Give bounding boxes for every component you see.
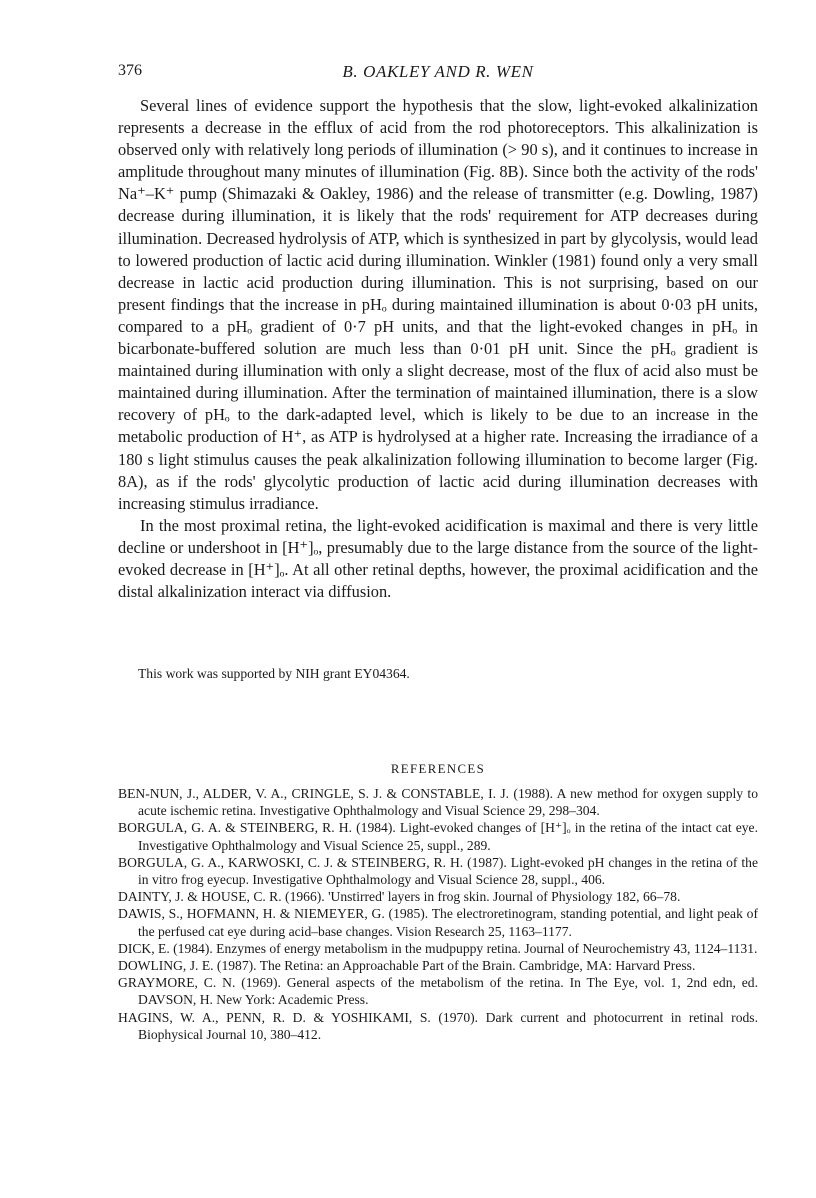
page-header bbox=[118, 62, 758, 86]
reference-item: HAGINS, W. A., PENN, R. D. & YOSHIKAMI, S. (1970). Dark current and photocurrent in retinal rods. Biophysical Journal 10, 380–412. bbox=[118, 1009, 758, 1042]
acknowledgement: This work was supported by NIH grant EY04364. bbox=[138, 666, 410, 681]
paragraph: In the most proximal retina, the light-evoked acidification is maximal and there is very little decline or undershoot in [H⁺]ₒ, presumably due to the large distance from the source of the light-evoked decrease in [H⁺]ₒ. At all other retinal depths, however, the proximal acidification and the distal alkalinization interact via diffusion. bbox=[118, 515, 758, 602]
reference-item: DAWIS, S., HOFMANN, H. & NIEMEYER, G. (1985). The electroretinogram, standing potential, and light peak of the perfused cat eye during acid–base changes. Vision Research 25, 1163–1177. bbox=[118, 906, 758, 939]
reference-item: DOWLING, J. E. (1987). The Retina: an Approachable Part of the Brain. Cambridge, MA: Harvard Press. bbox=[118, 958, 696, 974]
reference-item: GRAYMORE, C. N. (1969). General aspects of the metabolism of the retina. In The Eye, vol. 1, 2nd edn, ed. DAVSON, H. New York: Academic Press. bbox=[118, 975, 758, 1008]
reference-item: BORGULA, G. A. & STEINBERG, R. H. (1984). Light-evoked changes of [H⁺]ₒ in the retina of the intact cat eye. Investigative Ophthalmology and Visual Science 25, suppl., 289. bbox=[118, 820, 758, 853]
reference-item: BORGULA, G. A., KARWOSKI, C. J. & STEINBERG, R. H. (1987). Light-evoked pH changes in the retina of the in vitro frog eyecup. Investigative Ophthalmology and Visual Science 28, suppl., 406. bbox=[118, 854, 758, 888]
reference-item: DICK, E. (1984). Enzymes of energy metabolism in the mudpuppy retina. Journal of Neurochemistry 43, 1124–1131. bbox=[118, 940, 758, 956]
page-number: 376 bbox=[118, 62, 142, 79]
running-head: B. OAKLEY AND R. WEN bbox=[342, 62, 534, 81]
references-heading: REFERENCES bbox=[390, 762, 486, 776]
reference-item: DAINTY, J. & HOUSE, C. R. (1966). 'Unstirred' layers in frog skin. Journal of Physiology 182, 66–78. bbox=[118, 889, 681, 905]
reference-list bbox=[118, 785, 758, 1043]
reference-item: BEN-NUN, J., ALDER, V. A., CRINGLE, S. J. & CONSTABLE, I. J. (1988). A new method for oxygen supply to acute ischemic retina. Investigative Ophthalmology and Visual Science 29, 298–304. bbox=[118, 786, 758, 819]
paragraph: Several lines of evidence support the hypothesis that the slow, light-evoked alkalinization represents a decrease in the efflux of acid from the rod photoreceptors. This alkalinization is observed only with relatively long periods of illumination (> 90 s), and it continues to increase in amplitude throughout many minutes of illumination (Fig. 8B). Since both the activity of the rods' Na⁺–K⁺ pump (Shimazaki & Oakley, 1986) and the release of transmitter (e.g. Dowling, 1987) decrease during illumination, it is likely that the rods' requirement for ATP decreases during illumination. Decreased hydrolysis of ATP, which is synthesized in part by glycolysis, would lead to lowered production of lactic acid during illumination. Winkler (1981) found only a very small decrease in lactic acid production during illumination. This is not surprising, based on our present findings that the increase in pHₒ during maintained illumination is about 0·03 pH units, compared to a pHₒ gradient of 0·7 pH units, and that the light-evoked changes in pHₒ in bicarbonate-buffered solution are much less than 0·01 pH unit. Since the pHₒ gradient is maintained during illumination with only a slight decrease, most of the flux of acid also must be maintained during illumination. After the termination of maintained illumination, there is a slow recovery of pHₒ to the dark-adapted level, which is likely to be due to an increase in the metabolic production of H⁺, as ATP is hydrolysed at a higher rate. Increasing the irradiance of a 180 s light stimulus causes the peak alkalinization following illumination to become larger (Fig. 8A), as if the rods' glycolytic production of lactic acid during illumination decreases with increasing stimulus irradiance. bbox=[118, 96, 758, 513]
body-text bbox=[118, 95, 758, 603]
